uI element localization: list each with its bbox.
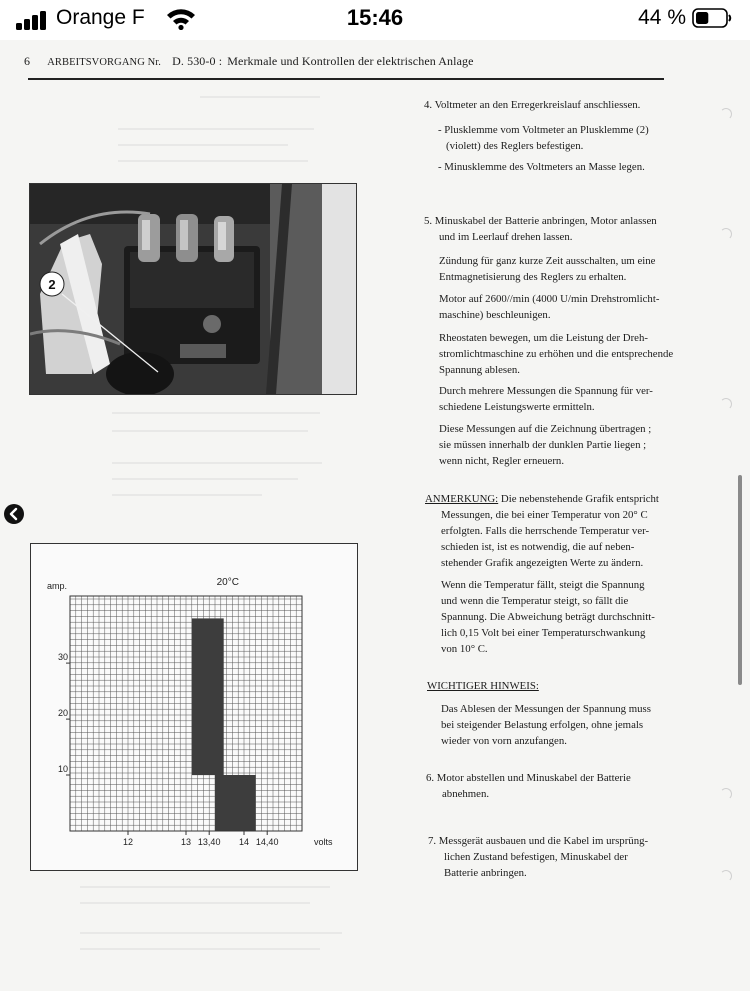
important-hint [427, 678, 539, 694]
margin-mark [720, 788, 732, 800]
text-line: abnehmen. [442, 788, 490, 800]
step-5-paragraph [439, 291, 659, 323]
text-line: stromlichtmaschine zu erhöhen und die entsprechende [439, 348, 674, 360]
text-line: Spannung. Die Abweichung beträgt durchschnitt- [441, 611, 655, 623]
note-body [441, 507, 649, 571]
step-5-paragraph [439, 253, 655, 285]
x-tick-label: 13,40 [197, 837, 221, 847]
step-6-heading: 6. Motor abstellen und Minuskabel der Batterie [426, 772, 631, 784]
text-line: Durch mehrere Messungen die Spannung für ver- [439, 385, 653, 397]
step-7 [428, 833, 648, 881]
scrollbar[interactable] [738, 475, 742, 685]
text-line: wieder von vorn anzufangen. [441, 735, 567, 747]
chart-title: 20°C [216, 577, 239, 588]
text-line: Das Ablesen der Messungen der Spannung muss [441, 703, 651, 715]
bleed-through [80, 932, 342, 934]
bleed-through [80, 948, 320, 950]
x-tick-label: 14 [238, 837, 250, 847]
step-5-paragraph [439, 330, 673, 378]
margin-mark [720, 108, 732, 120]
text-line: Wenn die Temperatur fällt, steigt die Spannung [441, 579, 645, 591]
battery-percent: 44 % [638, 6, 686, 29]
hint-label: WICHTIGER HINWEIS: [427, 680, 539, 692]
header-rule [28, 78, 664, 80]
note [425, 491, 659, 507]
step-4-heading: 4. Voltmeter an den Erregerkreislauf anschliessen. [424, 99, 641, 111]
status-bar [0, 0, 750, 40]
bleed-through [112, 462, 322, 464]
text-line: schiedene Leistungswerte ermitteln. [439, 401, 595, 413]
margin-mark [720, 398, 732, 410]
text-line: - Minusklemme des Voltmeters an Masse legen. [438, 161, 645, 173]
battery-icon [692, 8, 732, 28]
step-4-bullet-1 [438, 122, 649, 154]
bleed-through [112, 412, 320, 414]
regulator-photo-image [30, 184, 356, 394]
bleed-through [112, 430, 308, 432]
step-5-paragraph [439, 421, 651, 469]
step-7-heading: 7. Messgerät ausbauen und die Kabel im ursprüng- [428, 835, 649, 847]
regulator-photo [29, 183, 357, 395]
step-6 [426, 770, 631, 802]
text-line: und im Leerlauf drehen lassen. [439, 231, 573, 243]
step-5-paragraph [439, 383, 653, 415]
header-title: Merkmale und Kontrollen der elektrischen Anlage [227, 54, 474, 68]
x-tick-label: 14,40 [255, 837, 279, 847]
x-tick-label: 12 [122, 837, 134, 847]
text-line: - Plusklemme vom Voltmeter an Plusklemme (2) [438, 124, 649, 136]
text-line: sie müssen innerhalb der dunklen Partie liegen ; [439, 439, 647, 451]
text-line: Spannung ablesen. [439, 364, 520, 376]
text-line: bei steigender Belastung erfolgen, ohne jemals [441, 719, 644, 731]
note-paragraph-2 [441, 577, 655, 657]
header-code: D. 530-0 : [172, 54, 223, 68]
margin-mark [720, 870, 732, 882]
page-header [24, 54, 474, 69]
y-tick-label: 30 [57, 652, 68, 663]
bleed-through [80, 902, 310, 904]
step-4-bullet-2 [438, 159, 645, 175]
text-line: von 10° C. [441, 643, 488, 655]
scanned-page [0, 40, 750, 991]
bleed-through [112, 478, 298, 480]
text-line: maschine) beschleunigen. [439, 309, 551, 321]
text-line: schieden ist, ist es notwendig, die auf neben- [441, 541, 635, 553]
chevron-left-icon [4, 504, 24, 524]
bleed-through [118, 144, 288, 146]
text-line: wenn nicht, Regler erneuern. [439, 455, 565, 467]
text-line: lichen Zustand befestigen, Minuskabel der [444, 851, 628, 863]
text-line: stehender Grafik angezeigten Werte zu ändern. [441, 557, 644, 569]
text-line: Diese Messungen auf die Zeichnung übertragen ; [439, 423, 652, 435]
text-line: Messungen, die bei einer Temperatur von 20° C [441, 509, 648, 521]
header-label: ARBEITSVORGANG Nr. [47, 57, 162, 68]
y-tick-label: 20 [57, 708, 68, 719]
x-tick-label: 13 [180, 837, 192, 847]
bleed-through [118, 160, 308, 162]
step-4 [424, 97, 640, 113]
note-label: ANMERKUNG: [425, 493, 499, 505]
text-line: Die nebenstehende Grafik entspricht [500, 493, 659, 505]
voltage-chart [30, 543, 358, 871]
margin-mark [720, 228, 732, 240]
hint-body [441, 701, 651, 749]
carrier-name: Orange F [56, 6, 145, 29]
bleed-through [112, 494, 262, 496]
step-5 [424, 213, 657, 245]
valid-region [192, 618, 224, 775]
y-axis-label: amp. [46, 581, 67, 591]
voltage-chart-svg [31, 544, 357, 870]
text-line: (violett) des Reglers befestigen. [446, 140, 584, 152]
bleed-through [200, 96, 320, 98]
text-line: Entmagnetisierung des Reglers zu erhalten. [439, 271, 627, 283]
text-line: lich 0,15 Volt bei einer Temperaturschwankung [441, 627, 646, 639]
bleed-through [118, 128, 314, 130]
text-line: Rheostaten bewegen, um die Leistung der Dreh- [439, 332, 648, 344]
text-line: Motor auf 2600//min (4000 U/min Drehstromlicht- [439, 293, 660, 305]
x-axis-label: volts [314, 837, 333, 847]
text-line: Batterie anbringen. [444, 867, 527, 879]
text-line: Zündung für ganz kurze Zeit ausschalten, um eine [439, 255, 656, 267]
page-number: 6 [24, 54, 31, 68]
text-line: und wenn die Temperatur steigt, so fällt die [441, 595, 629, 607]
bleed-through [80, 886, 330, 888]
y-tick-label: 10 [57, 764, 68, 774]
back-button[interactable] [4, 504, 24, 524]
text-line: erfolgten. Falls die herrschende Temperatur ver- [441, 525, 650, 537]
valid-region [215, 775, 256, 831]
photo-callout: 2 [48, 277, 56, 292]
clock: 15:46 [346, 5, 404, 30]
step-5-heading: 5. Minuskabel der Batterie anbringen, Motor anlassen [424, 215, 657, 227]
